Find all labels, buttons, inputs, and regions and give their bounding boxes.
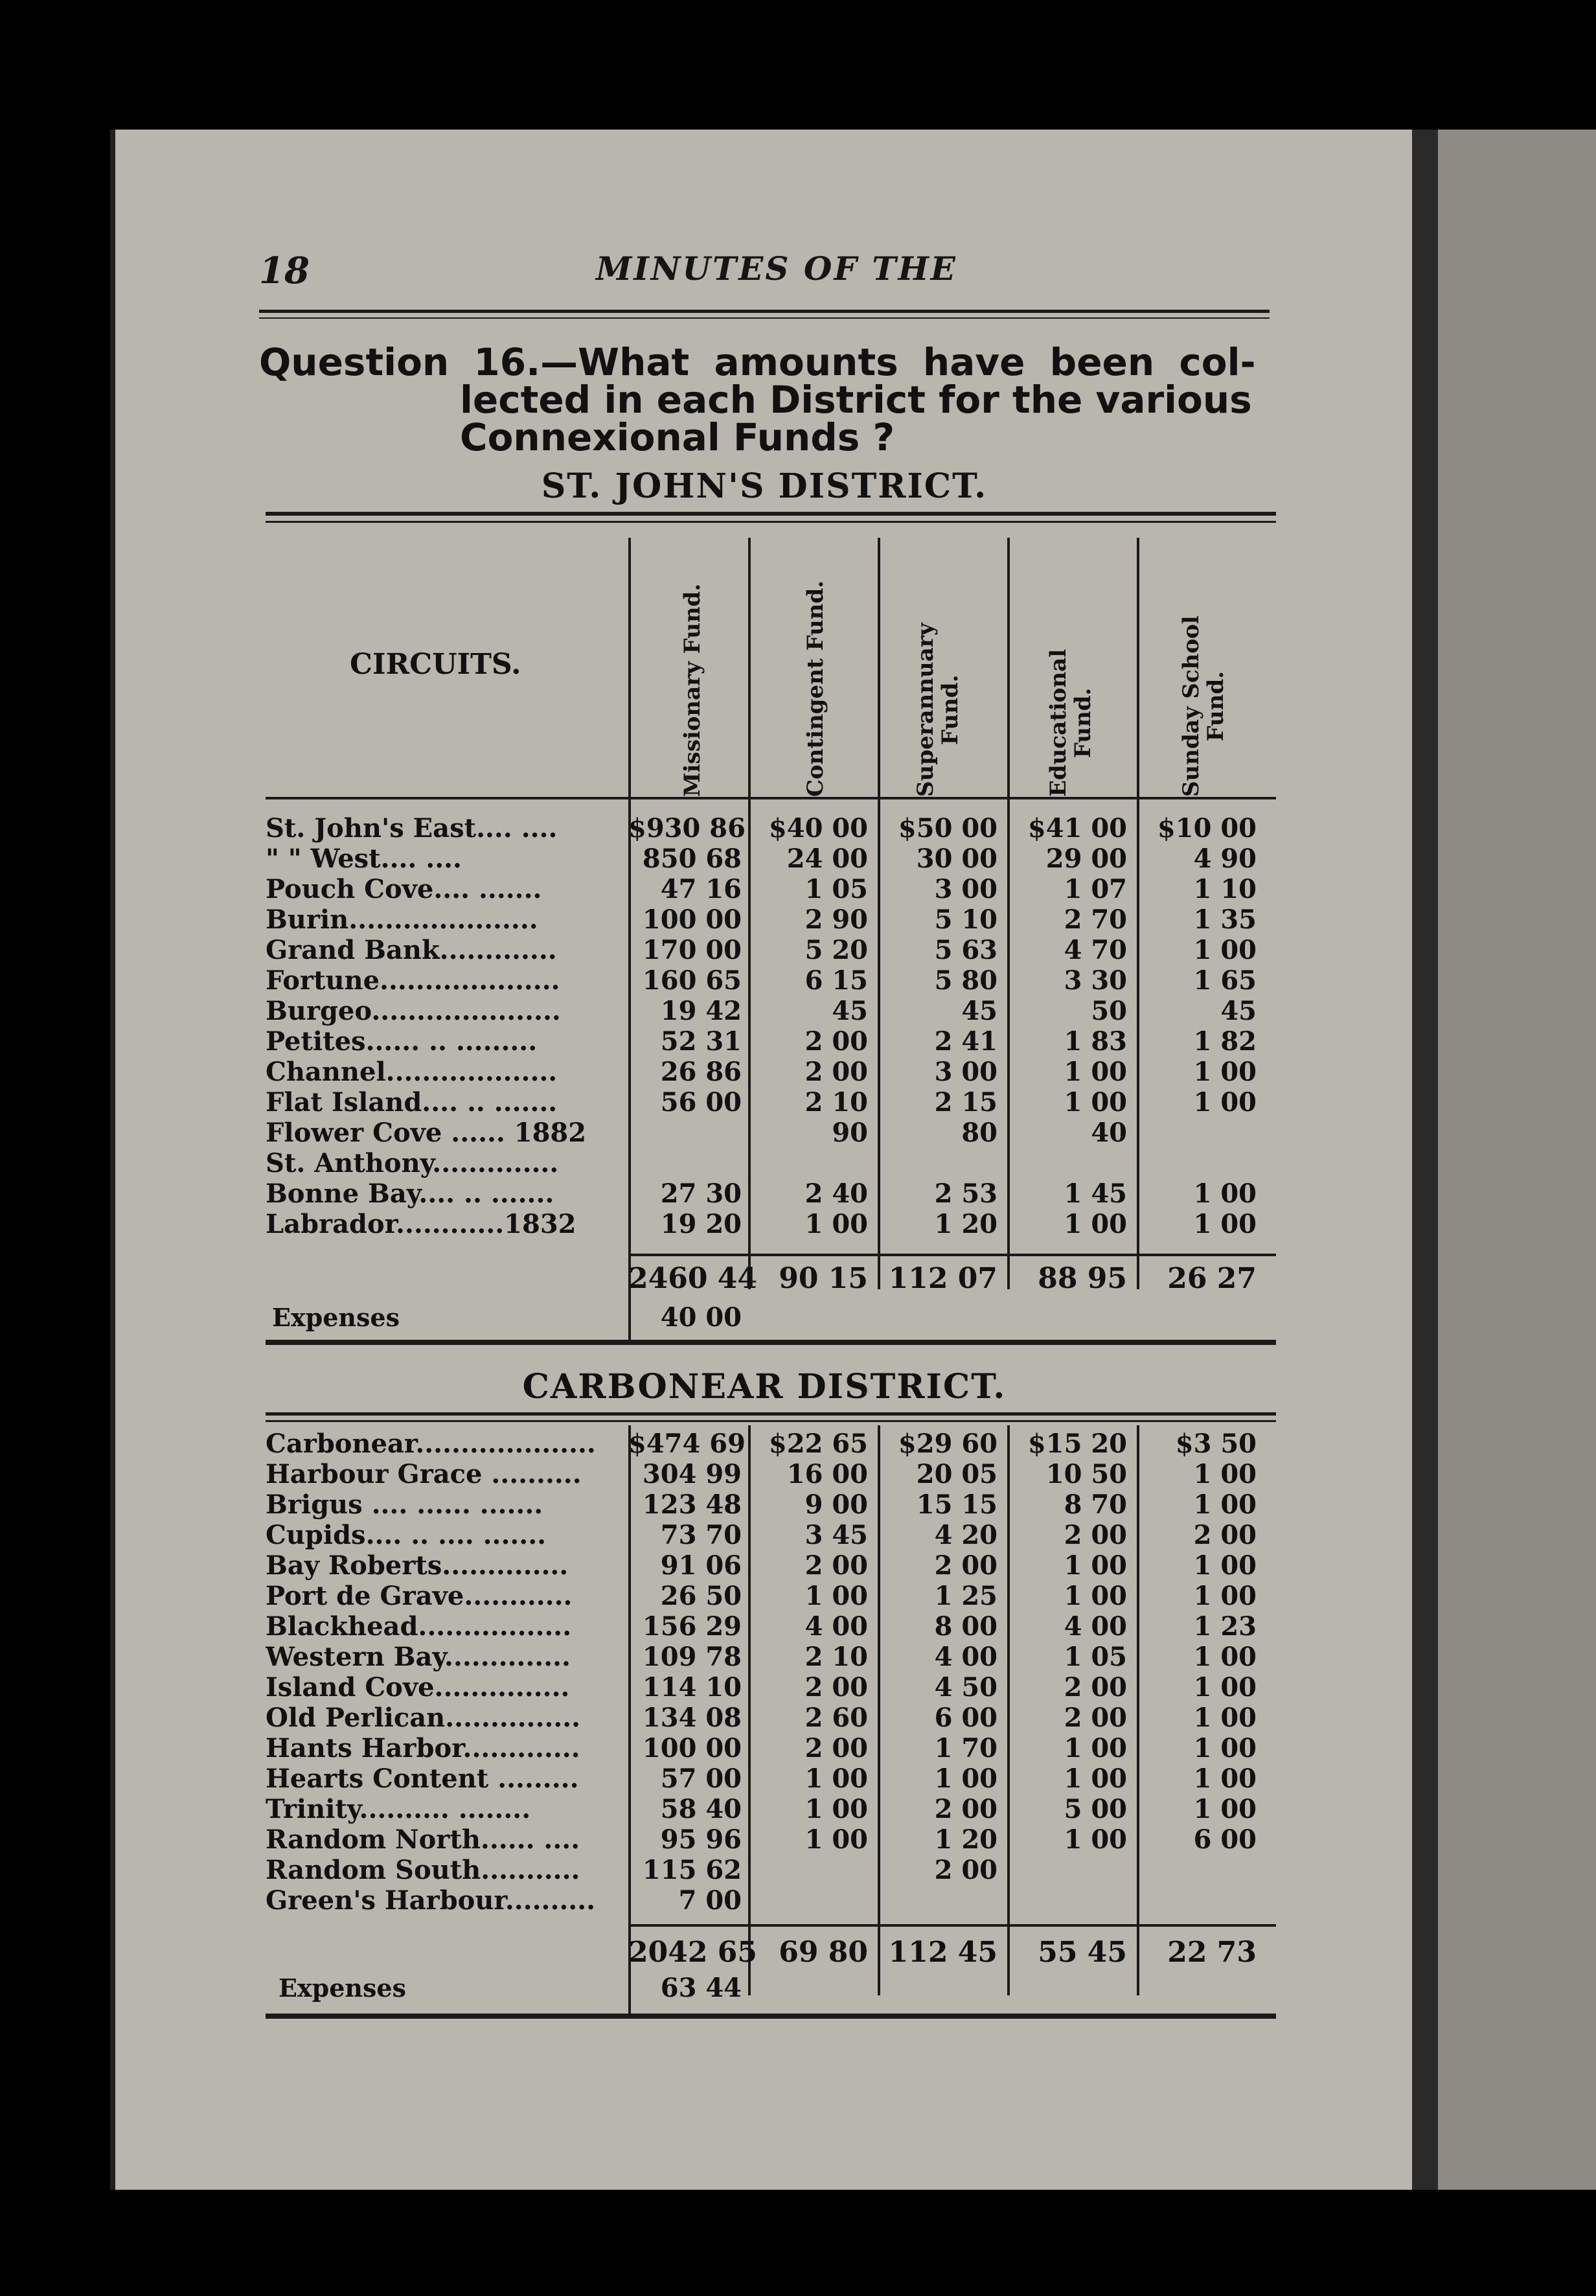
superannuary-amount: 4 00 (934, 1642, 998, 1672)
question-16 (259, 340, 1270, 459)
circuit-name: Cupids.... .. .... ....... (266, 1520, 547, 1550)
total-missionary: 2460 44 (628, 1262, 758, 1295)
table-row (266, 1026, 1276, 1057)
expenses-missionary: 40 00 (660, 1302, 742, 1333)
table-row (266, 1642, 1276, 1672)
superannuary-amount: 4 50 (934, 1672, 998, 1703)
superannuary-amount: 30 00 (916, 844, 998, 874)
educational-amount: 1 00 (1064, 1550, 1127, 1581)
sunday-school-amount: 1 00 (1193, 1459, 1257, 1489)
missionary-amount: 304 99 (642, 1459, 742, 1489)
educational-amount: 1 07 (1064, 874, 1127, 904)
contingent-amount: 1 00 (804, 1794, 868, 1824)
contingent-amount: 2 40 (804, 1178, 868, 1209)
table-row (266, 1703, 1276, 1733)
contingent-amount: 16 00 (786, 1459, 868, 1489)
table-row (266, 1520, 1276, 1550)
contingent-amount: 2 90 (804, 904, 868, 935)
totals-rule (628, 1924, 1276, 1927)
contingent-amount: 2 00 (804, 1733, 868, 1763)
totals-rule (628, 1254, 1276, 1256)
contingent-amount: 1 05 (804, 874, 868, 904)
superannuary-amount: 15 15 (916, 1489, 998, 1520)
facing-page-edge (1438, 130, 1596, 2190)
table-row (266, 1855, 1276, 1885)
sunday-school-amount: $3 50 (1175, 1429, 1257, 1459)
circuit-name: Random North...... .... (266, 1824, 580, 1855)
educational-amount: 2 00 (1064, 1520, 1127, 1550)
contingent-amount: 45 (832, 996, 868, 1026)
contingent-amount: 2 10 (804, 1642, 868, 1672)
circuit-name: Green's Harbour.......... (266, 1885, 596, 1916)
table-row (266, 904, 1276, 935)
sunday-school-amount: 1 00 (1193, 1178, 1257, 1209)
missionary-amount: 47 16 (660, 874, 742, 904)
contingent-amount: 5 20 (804, 935, 868, 965)
table-row (266, 1581, 1276, 1611)
contingent-amount: $40 00 (768, 813, 868, 844)
table-row (266, 1611, 1276, 1642)
table-row (266, 1550, 1276, 1581)
sunday-school-amount: 1 00 (1193, 1672, 1257, 1703)
superannuary-amount: 1 00 (934, 1763, 998, 1794)
superannuary-amount: 2 00 (934, 1794, 998, 1824)
missionary-amount: 850 68 (642, 844, 742, 874)
total-superannuary: 112 45 (888, 1936, 998, 1969)
contingent-amount: 4 00 (804, 1611, 868, 1642)
table-row (266, 1209, 1276, 1239)
superannuary-amount: 2 00 (934, 1855, 998, 1885)
circuit-name: Petites...... .. ......... (266, 1026, 538, 1057)
superannuary-amount: 3 00 (934, 874, 998, 904)
sunday-school-amount: 1 00 (1193, 1794, 1257, 1824)
superannuary-amount: 6 00 (934, 1703, 998, 1733)
circuit-name: Hants Harbor............. (266, 1733, 580, 1763)
table-top-rule-2 (266, 521, 1276, 523)
contingent-amount: 24 00 (786, 844, 868, 874)
contingent-amount: 2 00 (804, 1672, 868, 1703)
contingent-fund-header (803, 580, 828, 797)
circuit-name: Burgeo..................... (266, 996, 561, 1026)
sunday-school-fund-header (1179, 615, 1228, 797)
table-row (266, 1885, 1276, 1916)
contingent-amount: 1 00 (804, 1209, 868, 1239)
circuit-name: Burin..................... (266, 904, 538, 935)
contingent-amount: 90 (832, 1118, 868, 1148)
table-bottom-rule (266, 2014, 1276, 2019)
superannuary-amount: 8 00 (934, 1611, 998, 1642)
sunday-school-amount: 1 00 (1193, 1642, 1257, 1672)
circuit-name: Random South........... (266, 1855, 580, 1885)
expenses-missionary: 63 44 (660, 1973, 742, 2003)
missionary-amount: 170 00 (642, 935, 742, 965)
table-top-rule-2 (266, 1420, 1276, 1422)
sunday-school-amount: 1 23 (1193, 1611, 1257, 1642)
sunday-school-amount: 2 00 (1193, 1520, 1257, 1550)
circuit-name: " " West.... .... (266, 844, 462, 874)
table-row (266, 935, 1276, 965)
circuit-name: Brigus .... ...... ....... (266, 1489, 543, 1520)
circuit-name: Pouch Cove.... ....... (266, 874, 542, 904)
superannuary-amount: 1 20 (934, 1209, 998, 1239)
missionary-amount: 19 20 (660, 1209, 742, 1239)
table-row (266, 813, 1276, 844)
educational-amount: 1 00 (1064, 1087, 1127, 1118)
page-number: 18 (259, 249, 310, 292)
missionary-amount: 7 00 (678, 1885, 742, 1916)
missionary-amount: 58 40 (660, 1794, 742, 1824)
missionary-amount: 73 70 (660, 1520, 742, 1550)
circuit-name: Blackhead................. (266, 1611, 572, 1642)
sunday-school-amount: 4 90 (1193, 844, 1257, 874)
missionary-amount: 134 08 (642, 1703, 742, 1733)
sunday-school-amount: 1 10 (1193, 874, 1257, 904)
missionary-amount: 160 65 (642, 965, 742, 996)
superannuary-amount: 2 53 (934, 1178, 998, 1209)
superannuary-amount: 5 63 (934, 935, 998, 965)
expenses-label: Expenses (279, 1973, 406, 2003)
total-educational: 55 45 (1038, 1936, 1127, 1969)
header-rule-2 (259, 317, 1270, 319)
sunday-school-amount: 1 82 (1193, 1026, 1257, 1057)
superannuary-amount: 20 05 (916, 1459, 998, 1489)
educational-amount: 1 05 (1064, 1642, 1127, 1672)
sunday-school-amount: 1 00 (1193, 1763, 1257, 1794)
educational-amount: 29 00 (1045, 844, 1127, 874)
total-contingent: 69 80 (779, 1936, 868, 1969)
missionary-amount: 26 50 (660, 1581, 742, 1611)
circuit-name: Labrador............1832 (266, 1209, 576, 1239)
circuits-header: CIRCUITS. (350, 648, 521, 681)
table-row (266, 1118, 1276, 1148)
contingent-amount: 2 00 (804, 1550, 868, 1581)
superannuary-fund-header (913, 623, 963, 797)
circuit-name: St. John's East.... .... (266, 813, 558, 844)
contingent-amount: 1 00 (804, 1763, 868, 1794)
educational-amount: 4 70 (1064, 935, 1127, 965)
table-row (266, 1489, 1276, 1520)
missionary-amount: 123 48 (642, 1489, 742, 1520)
table-row (266, 1733, 1276, 1763)
missionary-amount: 91 06 (660, 1550, 742, 1581)
district-title-carbonear: CARBONEAR DISTRICT. (522, 1367, 1007, 1406)
superannuary-header-text-1: Superannuary (913, 623, 939, 797)
table-row (266, 1148, 1276, 1178)
carbonear-table (266, 1412, 1276, 2034)
total-contingent: 90 15 (779, 1262, 868, 1295)
missionary-amount: 100 00 (642, 1733, 742, 1763)
educational-amount: 1 00 (1064, 1763, 1127, 1794)
carbonear-totals-row (266, 1937, 1276, 1968)
circuit-name: Channel................... (266, 1057, 558, 1087)
superannuary-amount: 1 25 (934, 1581, 998, 1611)
circuit-name: Harbour Grace .......... (266, 1459, 582, 1489)
superannuary-amount: 45 (961, 996, 998, 1026)
missionary-amount: 27 30 (660, 1178, 742, 1209)
missionary-amount: 156 29 (642, 1611, 742, 1642)
contingent-amount: 2 00 (804, 1026, 868, 1057)
table-row (266, 1672, 1276, 1703)
contingent-amount: 2 00 (804, 1057, 868, 1087)
contingent-amount: 2 60 (804, 1703, 868, 1733)
sunday-school-amount: 1 00 (1193, 1733, 1257, 1763)
expenses-label: Expenses (272, 1303, 400, 1332)
sunday-school-amount: 1 00 (1193, 935, 1257, 965)
question-line-2: lected in each District for the various (460, 378, 1252, 422)
sunday-school-amount: 1 00 (1193, 1057, 1257, 1087)
superannuary-amount: 2 41 (934, 1026, 998, 1057)
circuit-name: Old Perlican............... (266, 1703, 581, 1733)
table-row (266, 1763, 1276, 1794)
educational-amount: $15 20 (1027, 1429, 1127, 1459)
missionary-amount: 114 10 (642, 1672, 742, 1703)
superannuary-amount: 5 80 (934, 965, 998, 996)
running-title: MINUTES OF THE (596, 249, 957, 288)
question-line-1: Question 16.—What amounts have been col- (259, 340, 1256, 384)
superannuary-amount: 4 20 (934, 1520, 998, 1550)
table-row (266, 1087, 1276, 1118)
sunday-school-amount: 1 00 (1193, 1550, 1257, 1581)
educational-amount: 2 00 (1064, 1672, 1127, 1703)
table-row (266, 1459, 1276, 1489)
sunday-school-amount: 1 00 (1193, 1703, 1257, 1733)
educational-header-text-2: Fund. (1070, 687, 1096, 759)
circuit-name: Hearts Content ......... (266, 1763, 579, 1794)
table-row (266, 965, 1276, 996)
sunday-school-amount: 1 00 (1193, 1209, 1257, 1239)
sunday-school-amount: 1 00 (1193, 1489, 1257, 1520)
contingent-amount: 1 00 (804, 1581, 868, 1611)
missionary-amount: 115 62 (642, 1855, 742, 1885)
contingent-amount: 6 15 (804, 965, 868, 996)
table-top-rule (266, 512, 1276, 516)
table-row (266, 844, 1276, 874)
contingent-amount: 2 10 (804, 1087, 868, 1118)
circuit-name: Carbonear.................... (266, 1429, 596, 1459)
table-top-rule (266, 1412, 1276, 1416)
educational-amount: 10 50 (1045, 1459, 1127, 1489)
sunday-header-text-2: Fund. (1203, 671, 1229, 742)
circuit-name: Port de Grave............ (266, 1581, 573, 1611)
missionary-amount: 95 96 (660, 1824, 742, 1855)
educational-amount: 1 00 (1064, 1733, 1127, 1763)
educational-amount: 1 00 (1064, 1209, 1127, 1239)
sunday-school-amount: 1 00 (1193, 1087, 1257, 1118)
superannuary-amount: 3 00 (934, 1057, 998, 1087)
missionary-amount: $930 86 (628, 813, 746, 844)
missionary-amount: 52 31 (660, 1026, 742, 1057)
table-row (266, 1429, 1276, 1459)
missionary-amount: $474 69 (628, 1429, 746, 1459)
superannuary-amount: 5 10 (934, 904, 998, 935)
educational-amount: 1 83 (1064, 1026, 1127, 1057)
sunday-school-amount: 45 (1220, 996, 1257, 1026)
educational-fund-header (1046, 649, 1095, 797)
educational-amount: 2 00 (1064, 1703, 1127, 1733)
table-row (266, 1824, 1276, 1855)
superannuary-amount: 80 (961, 1118, 998, 1148)
superannuary-amount: 2 15 (934, 1087, 998, 1118)
sunday-school-amount: 1 65 (1193, 965, 1257, 996)
missionary-amount: 100 00 (642, 904, 742, 935)
contingent-amount: 3 45 (804, 1520, 868, 1550)
educational-amount: 50 (1091, 996, 1127, 1026)
missionary-fund-header (680, 584, 705, 797)
table-row (266, 996, 1276, 1026)
educational-amount: 40 (1091, 1118, 1127, 1148)
question-line-3: Connexional Funds ? (460, 415, 895, 459)
carbonear-expenses-row (266, 1973, 1276, 2003)
circuit-name: Island Cove............... (266, 1672, 570, 1703)
superannuary-amount: 2 00 (934, 1550, 998, 1581)
educational-amount: 2 70 (1064, 904, 1127, 935)
superannuary-amount: $50 00 (898, 813, 998, 844)
sunday-school-amount: 6 00 (1193, 1824, 1257, 1855)
missionary-amount: 57 00 (660, 1763, 742, 1794)
superannuary-header-text-2: Fund. (937, 674, 963, 746)
missionary-amount: 109 78 (642, 1642, 742, 1672)
table-row (266, 1057, 1276, 1087)
superannuary-amount: 1 70 (934, 1733, 998, 1763)
circuit-name: St. Anthony.............. (266, 1148, 559, 1178)
circuit-name: Flower Cove ...... 1882 (266, 1118, 587, 1148)
educational-amount: 1 00 (1064, 1824, 1127, 1855)
educational-amount: $41 00 (1027, 813, 1127, 844)
total-sunday-school: 22 73 (1167, 1936, 1257, 1969)
educational-amount: 4 00 (1064, 1611, 1127, 1642)
circuit-name: Bay Roberts.............. (266, 1550, 569, 1581)
contingent-amount: $22 65 (768, 1429, 868, 1459)
missionary-amount: 26 86 (660, 1057, 742, 1087)
table-bottom-rule (266, 1340, 1276, 1345)
educational-amount: 5 00 (1064, 1794, 1127, 1824)
educational-amount: 8 70 (1064, 1489, 1127, 1520)
contingent-amount: 9 00 (804, 1489, 868, 1520)
st-johns-expenses-row (266, 1302, 1276, 1333)
educational-amount: 1 00 (1064, 1057, 1127, 1087)
educational-amount: 1 45 (1064, 1178, 1127, 1209)
missionary-amount: 19 42 (660, 996, 742, 1026)
circuit-name: Bonne Bay.... .. ....... (266, 1178, 554, 1209)
circuit-name: Flat Island.... .. ....... (266, 1087, 558, 1118)
sunday-header-text-1: Sunday School (1178, 615, 1204, 797)
missionary-header-text: Missionary Fund. (679, 583, 705, 797)
book-gutter (1412, 130, 1441, 2190)
total-superannuary: 112 07 (888, 1262, 998, 1295)
table-row (266, 1178, 1276, 1209)
educational-amount: 1 00 (1064, 1581, 1127, 1611)
circuit-name: Fortune.................... (266, 965, 560, 996)
header-rule (259, 310, 1270, 313)
educational-amount: 3 30 (1064, 965, 1127, 996)
superannuary-amount: 1 20 (934, 1824, 998, 1855)
circuit-name: Trinity.......... ........ (266, 1794, 531, 1824)
contingent-amount: 1 00 (804, 1824, 868, 1855)
page-header (259, 249, 1270, 295)
table-row (266, 874, 1276, 904)
st-johns-table (266, 512, 1276, 1354)
header-bottom-rule (266, 797, 1276, 799)
contingent-header-text: Contingent Fund. (803, 580, 828, 797)
circuit-name: Western Bay.............. (266, 1642, 571, 1672)
sunday-school-amount: 1 35 (1193, 904, 1257, 935)
total-sunday-school: 26 27 (1167, 1262, 1257, 1295)
total-missionary: 2042 65 (628, 1936, 758, 1969)
missionary-amount: 56 00 (660, 1087, 742, 1118)
district-title-st-johns: ST. JOHN'S DISTRICT. (541, 466, 988, 506)
sunday-school-amount: 1 00 (1193, 1581, 1257, 1611)
total-educational: 88 95 (1038, 1262, 1127, 1295)
st-johns-totals-row (266, 1263, 1276, 1294)
sunday-school-amount: $10 00 (1157, 813, 1257, 844)
superannuary-amount: $29 60 (898, 1429, 998, 1459)
educational-header-text-1: Educational (1045, 649, 1071, 797)
circuit-name: Grand Bank............. (266, 935, 557, 965)
table-row (266, 1794, 1276, 1824)
